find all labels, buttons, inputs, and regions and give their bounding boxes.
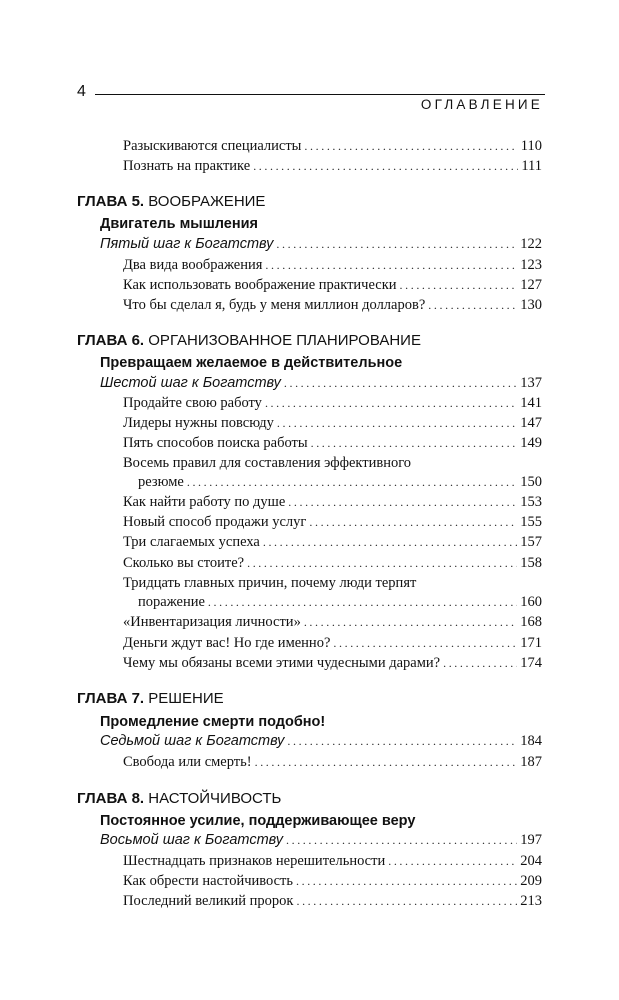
toc-entry-page: 110 bbox=[520, 138, 542, 154]
toc-entry-title: Два вида воображения bbox=[123, 257, 263, 273]
toc-entry-page: 147 bbox=[520, 415, 542, 431]
toc-entry-page: 168 bbox=[520, 614, 542, 630]
toc-entry-page: 127 bbox=[520, 277, 542, 293]
step-title: Седьмой шаг к Богатству bbox=[100, 733, 285, 749]
leader-dots bbox=[428, 296, 517, 315]
toc-entry-title-cont: поражение bbox=[138, 594, 205, 610]
toc-entry-page: 187 bbox=[520, 754, 542, 770]
step-page: 122 bbox=[520, 236, 542, 252]
toc-entry[interactable] bbox=[123, 654, 542, 673]
toc-entry-page: 130 bbox=[520, 297, 542, 313]
leader-dots bbox=[287, 732, 517, 751]
leader-dots bbox=[255, 753, 518, 772]
leader-dots bbox=[304, 613, 517, 632]
chapter-name: ВООБРАЖЕНИЕ bbox=[148, 193, 266, 210]
chapter-heading[interactable] bbox=[77, 690, 224, 707]
toc-entry-title: «Инвентаризация личности» bbox=[123, 614, 301, 630]
chapter-heading[interactable] bbox=[77, 193, 265, 210]
toc-entry-title: Разыскиваются специалисты bbox=[123, 138, 302, 154]
leader-dots bbox=[296, 872, 517, 891]
toc-entry[interactable] bbox=[123, 533, 542, 552]
toc-entry[interactable] bbox=[123, 256, 542, 275]
leader-dots bbox=[443, 654, 517, 673]
leader-dots bbox=[265, 256, 517, 275]
chapter-name: РЕШЕНИЕ bbox=[148, 690, 224, 707]
toc-entry-page: 209 bbox=[520, 873, 542, 889]
step-entry[interactable] bbox=[100, 831, 542, 850]
toc-entry[interactable] bbox=[123, 394, 542, 413]
leader-dots bbox=[277, 414, 517, 433]
leader-dots bbox=[284, 374, 517, 393]
toc-entry-page: 213 bbox=[520, 893, 542, 909]
toc-entry[interactable] bbox=[123, 554, 542, 573]
step-page: 184 bbox=[520, 733, 542, 749]
section-heading: Превращаем желаемое в действительное bbox=[100, 355, 403, 371]
toc-entry[interactable] bbox=[123, 493, 542, 512]
toc-entry-page: 123 bbox=[520, 257, 542, 273]
toc-entry-title: Последний великий пророк bbox=[123, 893, 294, 909]
page-number: 4 bbox=[77, 83, 86, 100]
leader-dots bbox=[247, 554, 517, 573]
toc-entry-page: 141 bbox=[520, 395, 542, 411]
toc-entry[interactable] bbox=[123, 414, 542, 433]
toc-entry-page: 153 bbox=[520, 494, 542, 510]
section-heading: Промедление смерти подобно! bbox=[100, 714, 326, 730]
toc-entry-title: Познать на практике bbox=[123, 158, 251, 174]
chapter-heading[interactable] bbox=[77, 332, 421, 349]
toc-entry[interactable] bbox=[123, 276, 542, 295]
chapter-name: ОРГАНИЗОВАННОЕ ПЛАНИРОВАНИЕ bbox=[148, 332, 421, 349]
toc-entry[interactable] bbox=[123, 296, 542, 315]
leader-dots bbox=[400, 276, 518, 295]
toc-entry-page: 171 bbox=[520, 635, 542, 651]
leader-dots bbox=[187, 473, 517, 492]
chapter-label: ГЛАВА 5. bbox=[77, 193, 145, 210]
toc-entry-title: Что бы сделал я, будь у меня миллион долларов? bbox=[123, 297, 426, 313]
toc-entry[interactable] bbox=[123, 137, 542, 156]
toc-entry[interactable] bbox=[123, 157, 542, 176]
toc-entry[interactable] bbox=[123, 892, 542, 911]
toc-entry-title: Шестнадцать признаков нерешительности bbox=[123, 853, 386, 869]
toc-entry-page: 158 bbox=[520, 555, 542, 571]
leader-dots bbox=[263, 533, 517, 552]
toc-entry[interactable] bbox=[123, 434, 542, 453]
toc-entry-title: Как обрести настойчивость bbox=[123, 873, 293, 889]
leader-dots bbox=[286, 831, 517, 850]
step-title: Пятый шаг к Богатству bbox=[100, 236, 274, 252]
toc-entry-title-cont: резюме bbox=[138, 474, 184, 490]
leader-dots bbox=[304, 137, 517, 156]
leader-dots bbox=[296, 892, 517, 911]
chapter-name: НАСТОЙЧИВОСТЬ bbox=[148, 790, 282, 807]
toc-entry-title: Продайте свою работу bbox=[123, 395, 262, 411]
running-header-title: ОГЛАВЛЕНИЕ bbox=[420, 97, 543, 112]
toc-entry-title: Свобода или смерть! bbox=[123, 754, 252, 770]
chapter-heading[interactable] bbox=[77, 790, 281, 807]
step-page: 137 bbox=[520, 375, 542, 391]
toc-entry-title: Деньги ждут вас! Но где именно? bbox=[123, 635, 331, 651]
toc-entry-page: 111 bbox=[521, 158, 542, 174]
toc-entry-title: Как использовать воображение практически bbox=[123, 277, 397, 293]
toc-entry[interactable] bbox=[138, 473, 542, 492]
leader-dots bbox=[208, 593, 517, 612]
toc-entry[interactable] bbox=[123, 852, 542, 871]
toc-entry[interactable] bbox=[138, 593, 542, 612]
chapter-label: ГЛАВА 7. bbox=[77, 690, 145, 707]
step-title: Восьмой шаг к Богатству bbox=[100, 832, 283, 848]
toc-entry[interactable] bbox=[123, 513, 542, 532]
toc-entry[interactable] bbox=[123, 634, 542, 653]
toc-entry-title-line1[interactable]: Восемь правил для составления эффективного bbox=[123, 455, 412, 471]
toc-entry-page: 157 bbox=[520, 534, 542, 550]
section-heading: Двигатель мышления bbox=[100, 216, 258, 232]
toc-entry[interactable] bbox=[123, 872, 542, 891]
toc-entry-title: Пять способов поиска работы bbox=[123, 435, 308, 451]
header-rule bbox=[95, 94, 545, 95]
step-page: 197 bbox=[520, 832, 542, 848]
section-heading: Постоянное усилие, поддерживающее веру bbox=[100, 813, 416, 829]
toc-entry-page: 204 bbox=[520, 853, 542, 869]
leader-dots bbox=[333, 634, 517, 653]
step-entry[interactable] bbox=[100, 732, 542, 751]
toc-entry-title: Чему мы обязаны всеми этими чудесными дарами? bbox=[123, 655, 441, 671]
leader-dots bbox=[309, 513, 517, 532]
leader-dots bbox=[253, 157, 518, 176]
leader-dots bbox=[288, 493, 517, 512]
leader-dots bbox=[265, 394, 517, 413]
toc-entry-title: Лидеры нужны повсюду bbox=[123, 415, 274, 431]
toc-entry-title-line1[interactable]: Тридцать главных причин, почему люди терпят bbox=[123, 575, 417, 591]
leader-dots bbox=[388, 852, 517, 871]
step-entry[interactable] bbox=[100, 374, 542, 393]
toc-entry-page: 174 bbox=[520, 655, 542, 671]
chapter-label: ГЛАВА 8. bbox=[77, 790, 145, 807]
toc-entry[interactable] bbox=[123, 753, 542, 772]
leader-dots bbox=[276, 235, 517, 254]
toc-entry-page: 155 bbox=[520, 514, 542, 530]
toc-entry-page: 150 bbox=[520, 474, 542, 490]
toc-entry-title: Как найти работу по душе bbox=[123, 494, 286, 510]
leader-dots bbox=[311, 434, 518, 453]
step-entry[interactable] bbox=[100, 235, 542, 254]
toc-entry-title: Новый способ продажи услуг bbox=[123, 514, 307, 530]
toc-entry-title: Три слагаемых успеха bbox=[123, 534, 260, 550]
toc-entry-page: 160 bbox=[520, 594, 542, 610]
chapter-label: ГЛАВА 6. bbox=[77, 332, 145, 349]
toc-entry-title: Сколько вы стоите? bbox=[123, 555, 245, 571]
toc-entry[interactable] bbox=[123, 613, 542, 632]
step-title: Шестой шаг к Богатству bbox=[100, 375, 281, 391]
toc-entry-page: 149 bbox=[520, 435, 542, 451]
